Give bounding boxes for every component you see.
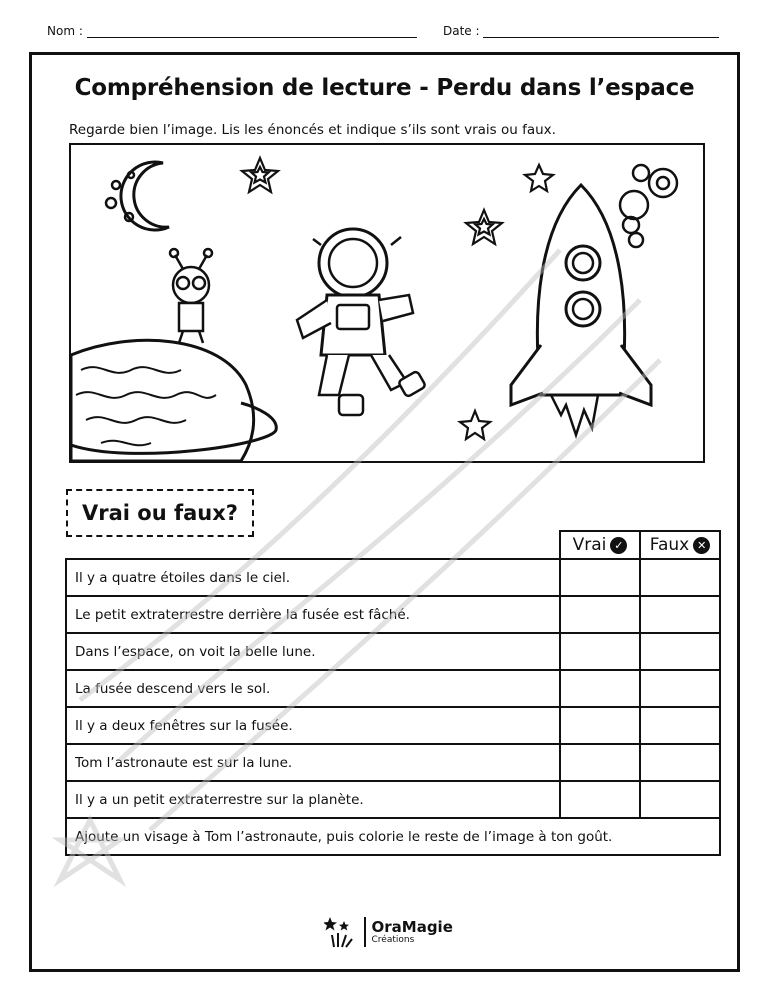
true-checkbox[interactable] xyxy=(560,781,640,818)
table-row xyxy=(66,781,720,818)
false-checkbox[interactable] xyxy=(640,633,720,670)
worksheet-title: Compréhension de lecture - Perdu dans l’espace xyxy=(74,75,695,101)
true-label: Vrai xyxy=(572,535,607,555)
true-checkbox[interactable] xyxy=(560,707,640,744)
false-checkbox[interactable] xyxy=(640,707,720,744)
star-icon xyxy=(466,210,502,244)
statement-text: Il y a un petit extraterrestre sur la planète. xyxy=(66,781,560,818)
worksheet-frame xyxy=(29,52,740,972)
name-label: Nom : xyxy=(47,24,83,38)
statement-text: Dans l’espace, on voit la belle lune. xyxy=(66,633,560,670)
final-instruction: Ajoute un visage à Tom l’astronaute, puis colorie le reste de l’image à ton goût. xyxy=(66,818,720,855)
false-checkbox[interactable] xyxy=(640,596,720,633)
table-row xyxy=(66,633,720,670)
name-line xyxy=(87,25,417,38)
true-checkbox[interactable] xyxy=(560,559,640,596)
false-checkbox[interactable] xyxy=(640,744,720,781)
statement-text: Tom l’astronaute est sur la lune. xyxy=(66,744,560,781)
table-row xyxy=(66,707,720,744)
table-row xyxy=(66,670,720,707)
planet-icon xyxy=(71,340,276,461)
true-column-header xyxy=(560,531,640,559)
logo-subtitle: Créations xyxy=(371,934,415,945)
true-false-table xyxy=(65,530,721,856)
logo-brand: OraMagie xyxy=(371,917,453,936)
false-checkbox[interactable] xyxy=(640,559,720,596)
alien-icon xyxy=(170,249,212,343)
logo-divider xyxy=(364,917,366,947)
cross-icon: ✕ xyxy=(693,537,710,554)
sparkle-icon xyxy=(324,915,358,949)
date-field[interactable] xyxy=(443,24,719,38)
alien-icon xyxy=(620,165,677,247)
date-label: Date : xyxy=(443,24,480,38)
rocket-icon xyxy=(511,185,651,435)
true-checkbox[interactable] xyxy=(560,596,640,633)
star-icon xyxy=(460,411,490,439)
astronaut-icon xyxy=(297,229,426,415)
false-checkbox[interactable] xyxy=(640,670,720,707)
statement-text: La fusée descend vers le sol. xyxy=(66,670,560,707)
statement-text: Le petit extraterrestre derrière la fusée est fâché. xyxy=(66,596,560,633)
check-icon: ✓ xyxy=(610,537,627,554)
star-icon xyxy=(525,165,553,191)
true-checkbox[interactable] xyxy=(560,670,640,707)
true-checkbox[interactable] xyxy=(560,633,640,670)
brand-logo xyxy=(324,915,453,949)
table-row xyxy=(66,559,720,596)
date-line xyxy=(483,25,719,38)
final-instruction-row xyxy=(66,818,720,855)
false-checkbox[interactable] xyxy=(640,781,720,818)
star-icon xyxy=(242,158,278,192)
instruction-text: Regarde bien l’image. Lis les énoncés et indique s’ils sont vrais ou faux. xyxy=(69,122,556,138)
false-label: Faux xyxy=(649,535,690,555)
statement-text: Il y a quatre étoiles dans le ciel. xyxy=(66,559,560,596)
space-illustration xyxy=(69,143,705,463)
table-header-row xyxy=(66,531,720,559)
table-row xyxy=(66,744,720,781)
statement-text: Il y a deux fenêtres sur la fusée. xyxy=(66,707,560,744)
false-column-header xyxy=(640,531,720,559)
name-field[interactable] xyxy=(47,24,417,38)
moon-icon xyxy=(106,162,169,230)
table-row xyxy=(66,596,720,633)
section-title: Vrai ou faux? xyxy=(82,501,238,525)
true-checkbox[interactable] xyxy=(560,744,640,781)
